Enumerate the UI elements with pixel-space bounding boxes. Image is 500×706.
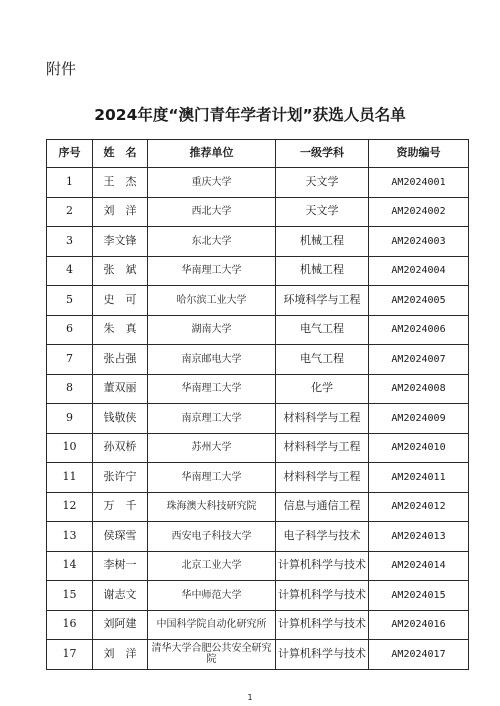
cell-name: 万 千: [93, 492, 148, 522]
cell-index: 7: [47, 345, 93, 375]
cell-index: 2: [47, 197, 93, 227]
cell-discipline: 计算机科学与技术: [276, 640, 369, 670]
cell-discipline: 材料科学与工程: [276, 404, 369, 434]
cell-unit: 哈尔滨工业大学: [148, 286, 276, 316]
cell-grant-code: AM2024009: [369, 404, 469, 434]
cell-unit: 华南理工大学: [148, 374, 276, 404]
table-row: [47, 197, 469, 227]
cell-discipline: 计算机科学与技术: [276, 610, 369, 640]
cell-grant-code: AM2024003: [369, 227, 469, 257]
table-row: [47, 463, 469, 493]
cell-unit: 南京邮电大学: [148, 345, 276, 375]
cell-unit: 苏州大学: [148, 433, 276, 463]
cell-grant-code: AM2024011: [369, 463, 469, 493]
table-row: [47, 345, 469, 375]
cell-unit: 华中师范大学: [148, 581, 276, 611]
cell-unit: 中国科学院自动化研究所: [148, 610, 276, 640]
cell-index: 11: [47, 463, 93, 493]
cell-grant-code: AM2024006: [369, 315, 469, 345]
cell-index: 13: [47, 522, 93, 552]
cell-name: 张占强: [93, 345, 148, 375]
cell-unit: 西安电子科技大学: [148, 522, 276, 552]
table-row: [47, 492, 469, 522]
cell-discipline: 计算机科学与技术: [276, 581, 369, 611]
cell-grant-code: AM2024004: [369, 256, 469, 286]
cell-name: 张许宁: [93, 463, 148, 493]
cell-index: 17: [47, 640, 93, 670]
table-row: [47, 404, 469, 434]
cell-unit: 南京理工大学: [148, 404, 276, 434]
cell-name: 张 斌: [93, 256, 148, 286]
table-row: [47, 168, 469, 198]
table-row: [47, 256, 469, 286]
cell-discipline: 材料科学与工程: [276, 433, 369, 463]
cell-unit: 西北大学: [148, 197, 276, 227]
table-row: [47, 374, 469, 404]
cell-index: 8: [47, 374, 93, 404]
cell-discipline: 天文学: [276, 197, 369, 227]
cell-name: 朱 真: [93, 315, 148, 345]
cell-discipline: 材料科学与工程: [276, 463, 369, 493]
cell-discipline: 信息与通信工程: [276, 492, 369, 522]
cell-discipline: 电子科学与技术: [276, 522, 369, 552]
cell-discipline: 化学: [276, 374, 369, 404]
cell-name: 谢志文: [93, 581, 148, 611]
cell-unit: 华南理工大学: [148, 256, 276, 286]
table-row: [47, 315, 469, 345]
cell-grant-code: AM2024001: [369, 168, 469, 198]
cell-name: 刘阿建: [93, 610, 148, 640]
cell-index: 10: [47, 433, 93, 463]
table-header-row: [47, 140, 469, 168]
table-row: [47, 227, 469, 257]
cell-name: 李树一: [93, 551, 148, 581]
table-row: [47, 581, 469, 611]
cell-name: 王 杰: [93, 168, 148, 198]
column-header-name: 姓 名: [93, 140, 148, 168]
cell-discipline: 天文学: [276, 168, 369, 198]
cell-grant-code: AM2024010: [369, 433, 469, 463]
page-number: 1: [247, 693, 253, 702]
table-row: [47, 640, 469, 670]
column-header-index: 序号: [47, 140, 93, 168]
cell-name: 侯琛雪: [93, 522, 148, 552]
cell-grant-code: AM2024008: [369, 374, 469, 404]
cell-name: 刘 洋: [93, 640, 148, 670]
cell-unit: 重庆大学: [148, 168, 276, 198]
cell-index: 1: [47, 168, 93, 198]
cell-grant-code: AM2024012: [369, 492, 469, 522]
cell-index: 5: [47, 286, 93, 316]
cell-discipline: 电气工程: [276, 315, 369, 345]
cell-name: 董双丽: [93, 374, 148, 404]
cell-unit: 东北大学: [148, 227, 276, 257]
cell-unit: 清华大学合肥公共安全研究院: [148, 640, 276, 670]
cell-grant-code: AM2024005: [369, 286, 469, 316]
cell-grant-code: AM2024016: [369, 610, 469, 640]
cell-name: 李文锋: [93, 227, 148, 257]
column-header-unit: 推荐单位: [148, 140, 276, 168]
table-row: [47, 433, 469, 463]
cell-index: 15: [47, 581, 93, 611]
cell-unit: 北京工业大学: [148, 551, 276, 581]
cell-name: 史 可: [93, 286, 148, 316]
cell-unit: 珠海澳大科技研究院: [148, 492, 276, 522]
cell-discipline: 环境科学与工程: [276, 286, 369, 316]
cell-grant-code: AM2024007: [369, 345, 469, 375]
cell-index: 6: [47, 315, 93, 345]
cell-index: 9: [47, 404, 93, 434]
cell-unit: 华南理工大学: [148, 463, 276, 493]
cell-index: 16: [47, 610, 93, 640]
cell-grant-code: AM2024013: [369, 522, 469, 552]
cell-grant-code: AM2024014: [369, 551, 469, 581]
cell-name: 孙双桥: [93, 433, 148, 463]
table-row: [47, 551, 469, 581]
column-header-discipline: 一级学科: [276, 140, 369, 168]
selection-table: [46, 139, 469, 670]
cell-grant-code: AM2024015: [369, 581, 469, 611]
cell-unit: 湖南大学: [148, 315, 276, 345]
cell-discipline: 机械工程: [276, 227, 369, 257]
cell-index: 4: [47, 256, 93, 286]
cell-grant-code: AM2024002: [369, 197, 469, 227]
cell-discipline: 计算机科学与技术: [276, 551, 369, 581]
table-row: [47, 610, 469, 640]
cell-discipline: 机械工程: [276, 256, 369, 286]
page-title: 2024年度“澳门青年学者计划”获选人员名单: [94, 106, 406, 124]
cell-discipline: 电气工程: [276, 345, 369, 375]
table-body: [47, 168, 469, 670]
attachment-label: 附件: [46, 60, 77, 78]
table-row: [47, 286, 469, 316]
cell-index: 12: [47, 492, 93, 522]
column-header-grant-code: 资助编号: [369, 140, 469, 168]
cell-grant-code: AM2024017: [369, 640, 469, 670]
cell-index: 3: [47, 227, 93, 257]
table-row: [47, 522, 469, 552]
cell-name: 钱敬侠: [93, 404, 148, 434]
cell-index: 14: [47, 551, 93, 581]
cell-name: 刘 洋: [93, 197, 148, 227]
